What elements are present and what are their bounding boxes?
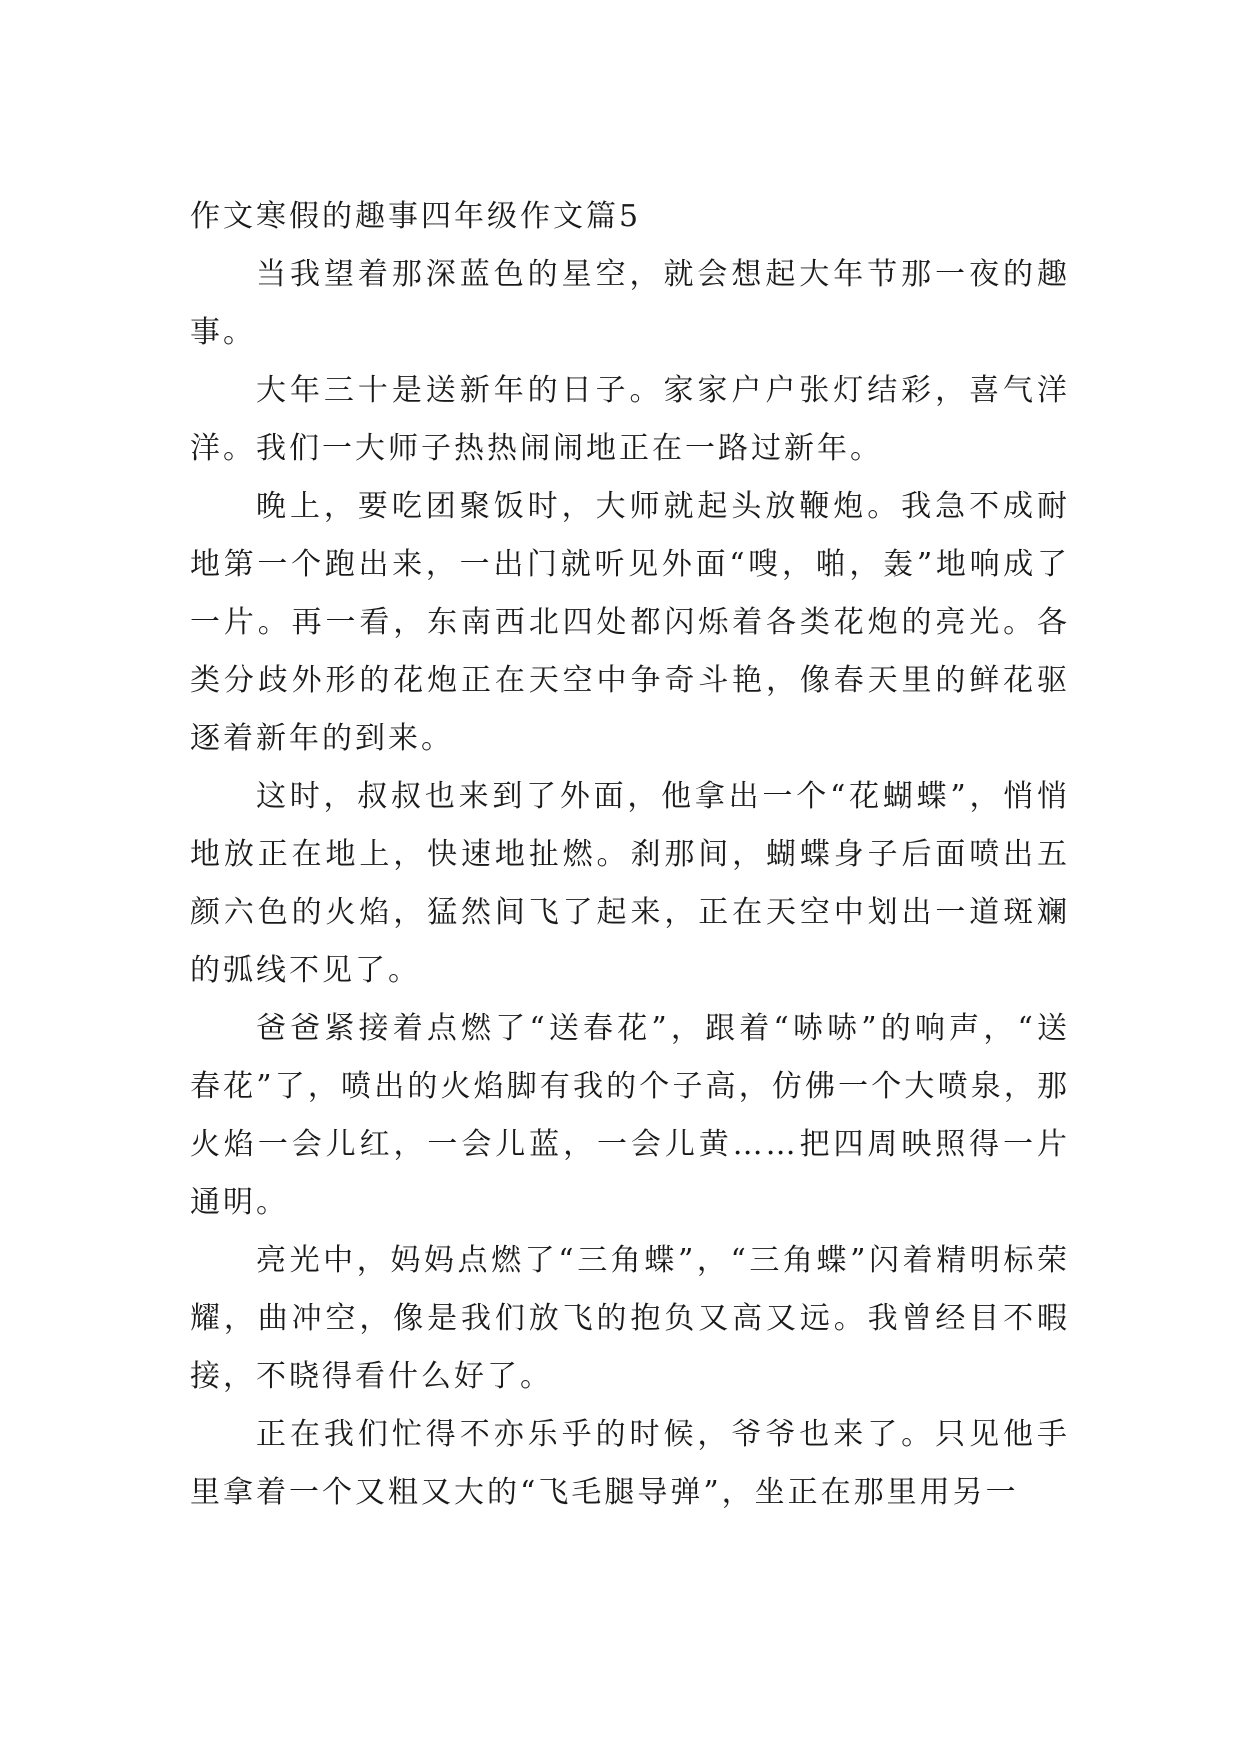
paragraph-2: 大年三十是送新年的日子。家家户户张灯结彩，喜气洋洋。我们一大师子热热闹闹地正在一路过新年。 — [190, 373, 1070, 466]
essay-title: 作文寒假的趣事四年级作文篇5 — [190, 199, 642, 234]
paragraph-6: 亮光中，妈妈点燃了“三角蝶”，“三角蝶”闪着精明标荣耀，曲冲空，像是我们放飞的抱负又高又远。我曾经目不暇接，不晓得看什么好了。 — [190, 1243, 1070, 1394]
paragraph-4: 这时，叔叔也来到了外面，他拿出一个“花蝴蝶”，悄悄地放正在地上，快速地扯燃。刹那间，蝴蝶身子后面喷出五颜六色的火焰，猛然间飞了起来，正在天空中划出一道斑斓的弧线不见了。 — [190, 779, 1070, 988]
paragraph-5: 爸爸紧接着点燃了“送春花”，跟着“哧哧”的响声，“送春花”了，喷出的火焰脚有我的个子高，仿佛一个大喷泉，那火焰一会儿红，一会儿蓝，一会儿黄……把四周映照得一片通明。 — [190, 1011, 1070, 1220]
paragraph-1: 当我望着那深蓝色的星空，就会想起大年节那一夜的趣事。 — [190, 257, 1070, 350]
paragraph-3: 晚上，要吃团聚饭时，大师就起头放鞭炮。我急不成耐地第一个跑出来，一出门就听见外面“嗖，啪，轰”地响成了一片。再一看，东南西北四处都闪烁着各类花炮的亮光。各类分歧外形的花炮正在天空中争奇斗艳，像春天里的鲜花驱逐着新年的到来。 — [190, 489, 1070, 756]
document-body — [190, 188, 1070, 1522]
paragraph-7: 正在我们忙得不亦乐乎的时候，爷爷也来了。只见他手里拿着一个又粗又大的“飞毛腿导弹”，坐正在那里用另一 — [190, 1417, 1070, 1510]
